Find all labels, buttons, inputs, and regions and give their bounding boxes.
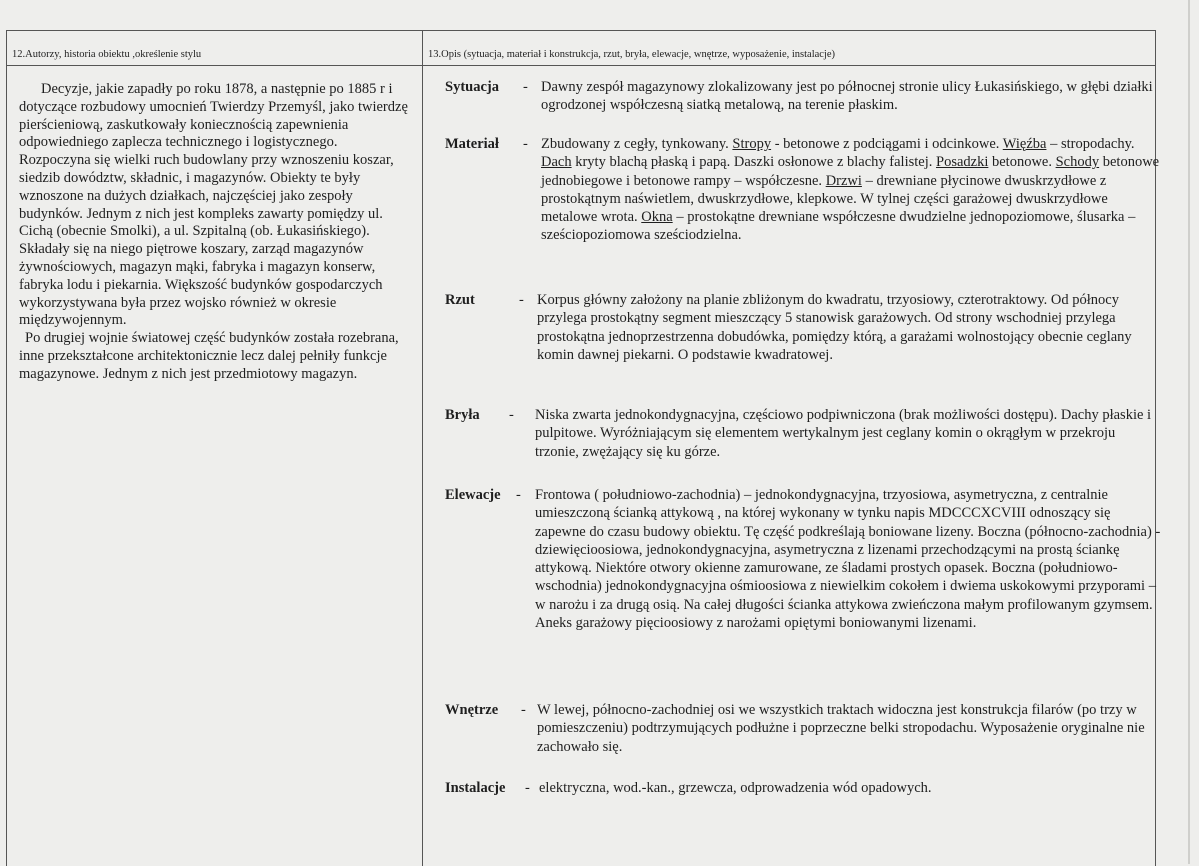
history-paragraph-2: Po drugiej wojnie światowej część budynków została rozebrana, inne przekształcone architektonicznie lecz dalej pełniły funkcje magazynowe. Jednym z nich jest przedmiotowy magazyn. [19,330,399,382]
header-rule [7,65,1155,66]
text-material [541,135,1161,245]
left-column [7,31,422,382]
section-wnetrze [445,701,1161,759]
text-instalacje: elektryczna, wod.-kan., grzewcza, odprowadzenia wód opadowych. [539,780,932,796]
text-elewacje: Frontowa ( południowo-zachodnia) – jednokondygnacyjna, trzyosiowa, asymetryczna, z centralnie umieszczoną ścianką attykową , na której wykonany w tynku napis MDCCCXCVIII odnoszący się zapewne do czasu budowy obiektu. Tę część podkreślają boniowane lizeny. Boczna (północno-zachodnia) - dziewięcioosiowa, jednokondygnacyjna, asymetryczna z lizenami przechodzącymi na prostą ściankę attykową. Niektóre otwory okienne zamurowane, ze śladami prostych opasek. Boczna (południowo-wschodnia) jednokondygnacyjna ośmioosiowa z niewielkim cokołem i dwiema uskokowymi przyporami – w narożu i za drugą osią. Na całej długości ścianka attykowa zwieńczona małym profilowanym gzymsem. Aneks garażowy pięcioosiowy z narożami opiętymi boniowanymi lizenami. [535,487,1161,632]
label-instalacje: Instalacje [445,780,506,796]
right-column [423,31,1161,796]
material-drzwi: Drzwi [825,172,862,189]
label-rzut: Rzut [445,292,475,308]
material-text-4: kryty blachą płaską i papą. Daszki osłonowe z blachy falistej. [571,154,936,171]
label-elewacje: Elewacje [445,487,501,503]
material-dach: Dach [541,154,572,171]
material-text-1: Zbudowany z cegły, tynkowany. [541,136,733,152]
text-wnetrze: W lewej, północno-zachodniej osi we wszystkich traktach widoczna jest konstrukcja filarów (po trzy w pomieszczeniu) podtrzymujących podłużne i poprzeczne belki stropodachu. Wyposażenie oryginalne nie zachowało się. [537,702,1145,755]
column-divider [422,31,423,866]
section-material [445,135,1161,271]
label-wnetrze: Wnętrze [445,702,499,718]
material-stropy: Stropy [732,136,772,152]
dash-rzut: - [519,292,524,308]
section-instalacje [445,779,1161,801]
dash-material: - [523,136,528,152]
text-bryla: Niska zwarta jednokondygnacyjna, częściowo podpiwniczona (brak możliwości dostępu). Dachy płaskie i pulpitowe. Wyróżniającym się elementem wertykalnym jest ceglany komin o okrągłym w przekroju trzonie, zwężający się ku górze. [535,407,1152,460]
label-material: Materiał [445,136,499,152]
label-sytuacja: Sytuacja [445,79,499,95]
scan-edge [1188,0,1190,864]
left-heading: 12.Autorzy, historia obiektu ,określenie stylu [12,49,202,60]
text-sytuacja: Dawny zespół magazynowy zlokalizowany jest po północnej stronie ulicy Łukasińskiego, w głębi działki ogrodzonej współczesną siatką metalową, na terenie płaskim. [541,79,1153,114]
right-heading: 13.Opis (sytuacja, materiał i konstrukcja, rzut, bryła, elewacje, wnętrze, wyposażenie, instalacje) [428,49,836,60]
text-rzut: Korpus główny założony na planie zbliżonym do kwadratu, trzyosiowy, czterotraktowy. Od północy przylega prostokątny segment mieszczący 5 stanowisk garażowych. Od strony wschodniej przylega prostokątna jednoprzestrzenna dobudówka, pomiędzy którą, a garażami wolnostojący obecnie ceglany komin dawnej piekarni. O podstawie kwadratowej. [537,292,1132,363]
material-posadzki: Posadzki [936,154,989,171]
history-text [19,81,411,384]
section-sytuacja [445,78,1161,118]
history-paragraph-1: Decyzje, jakie zapadły po roku 1878, a następnie po 1885 r i dotyczące rozbudowy umocnień Twierdzy Przemyśl, jako twierdzę pierścieniową, zaskutkowały koniecznością zapewnienia odpowiedniego zaplecza technicznego i logistycznego. Rozpoczyna się wielki ruch budowlany przy wznoszeniu koszar, siedzib dowództw, składnic, i magazynów. Obiekty te były wznoszone na dużych działkach, najczęściej jako zespoły budynków. Jednym z nich jest kompleks zawarty pomiędzy ul. Cichą (obecnie Smolki), a ul. Szpitalną (ob. Łukasińskiego). Składały się na niego piętrowe koszary, zarząd magazynów żywnościowych, magazyn mąki, fabryka i magazyn konserw, fabryka lodu i piekarnia. Większość budynków gospodarczych wykorzystywana była przez wojsko również w okresie międzywojennym. [19,81,408,329]
section-bryla [445,406,1161,466]
material-text-6: betonowe jednobiegowe i betonowe rampy – współczesne. [541,154,1160,189]
material-okna: Okna [641,209,673,226]
dash-instalacje: - [525,780,530,796]
section-rzut [445,291,1161,391]
material-text-3: – stropodachy. [1046,136,1135,152]
material-schody: Schody [1055,154,1100,171]
dash-wnetrze: - [521,702,526,718]
material-text-2: - betonowe z podciągami i odcinkowe. [771,136,1003,152]
dash-elewacje: - [516,487,521,503]
form-sheet [6,30,1161,866]
material-text-7: – drewniane płycinowe dwuskrzydłowe z prostokątnym naświetlem, dwuskrzydłowe, klepkowe. W tylnej części garażowej dwuskrzydłowe metalowe wrota. [541,172,1108,226]
material-wiezba: Więźba [1002,136,1047,152]
dash-bryla: - [509,407,514,423]
section-elewacje [445,486,1161,676]
material-text-5: betonowe. [988,154,1056,171]
dash-sytuacja: - [523,79,528,95]
label-bryla: Bryła [445,407,480,423]
material-text-8: – prostokątne drewniane współczesne dwudzielne jednopoziomowe, ślusarka – sześciopoziomowa sześciodzielna. [541,209,1136,244]
